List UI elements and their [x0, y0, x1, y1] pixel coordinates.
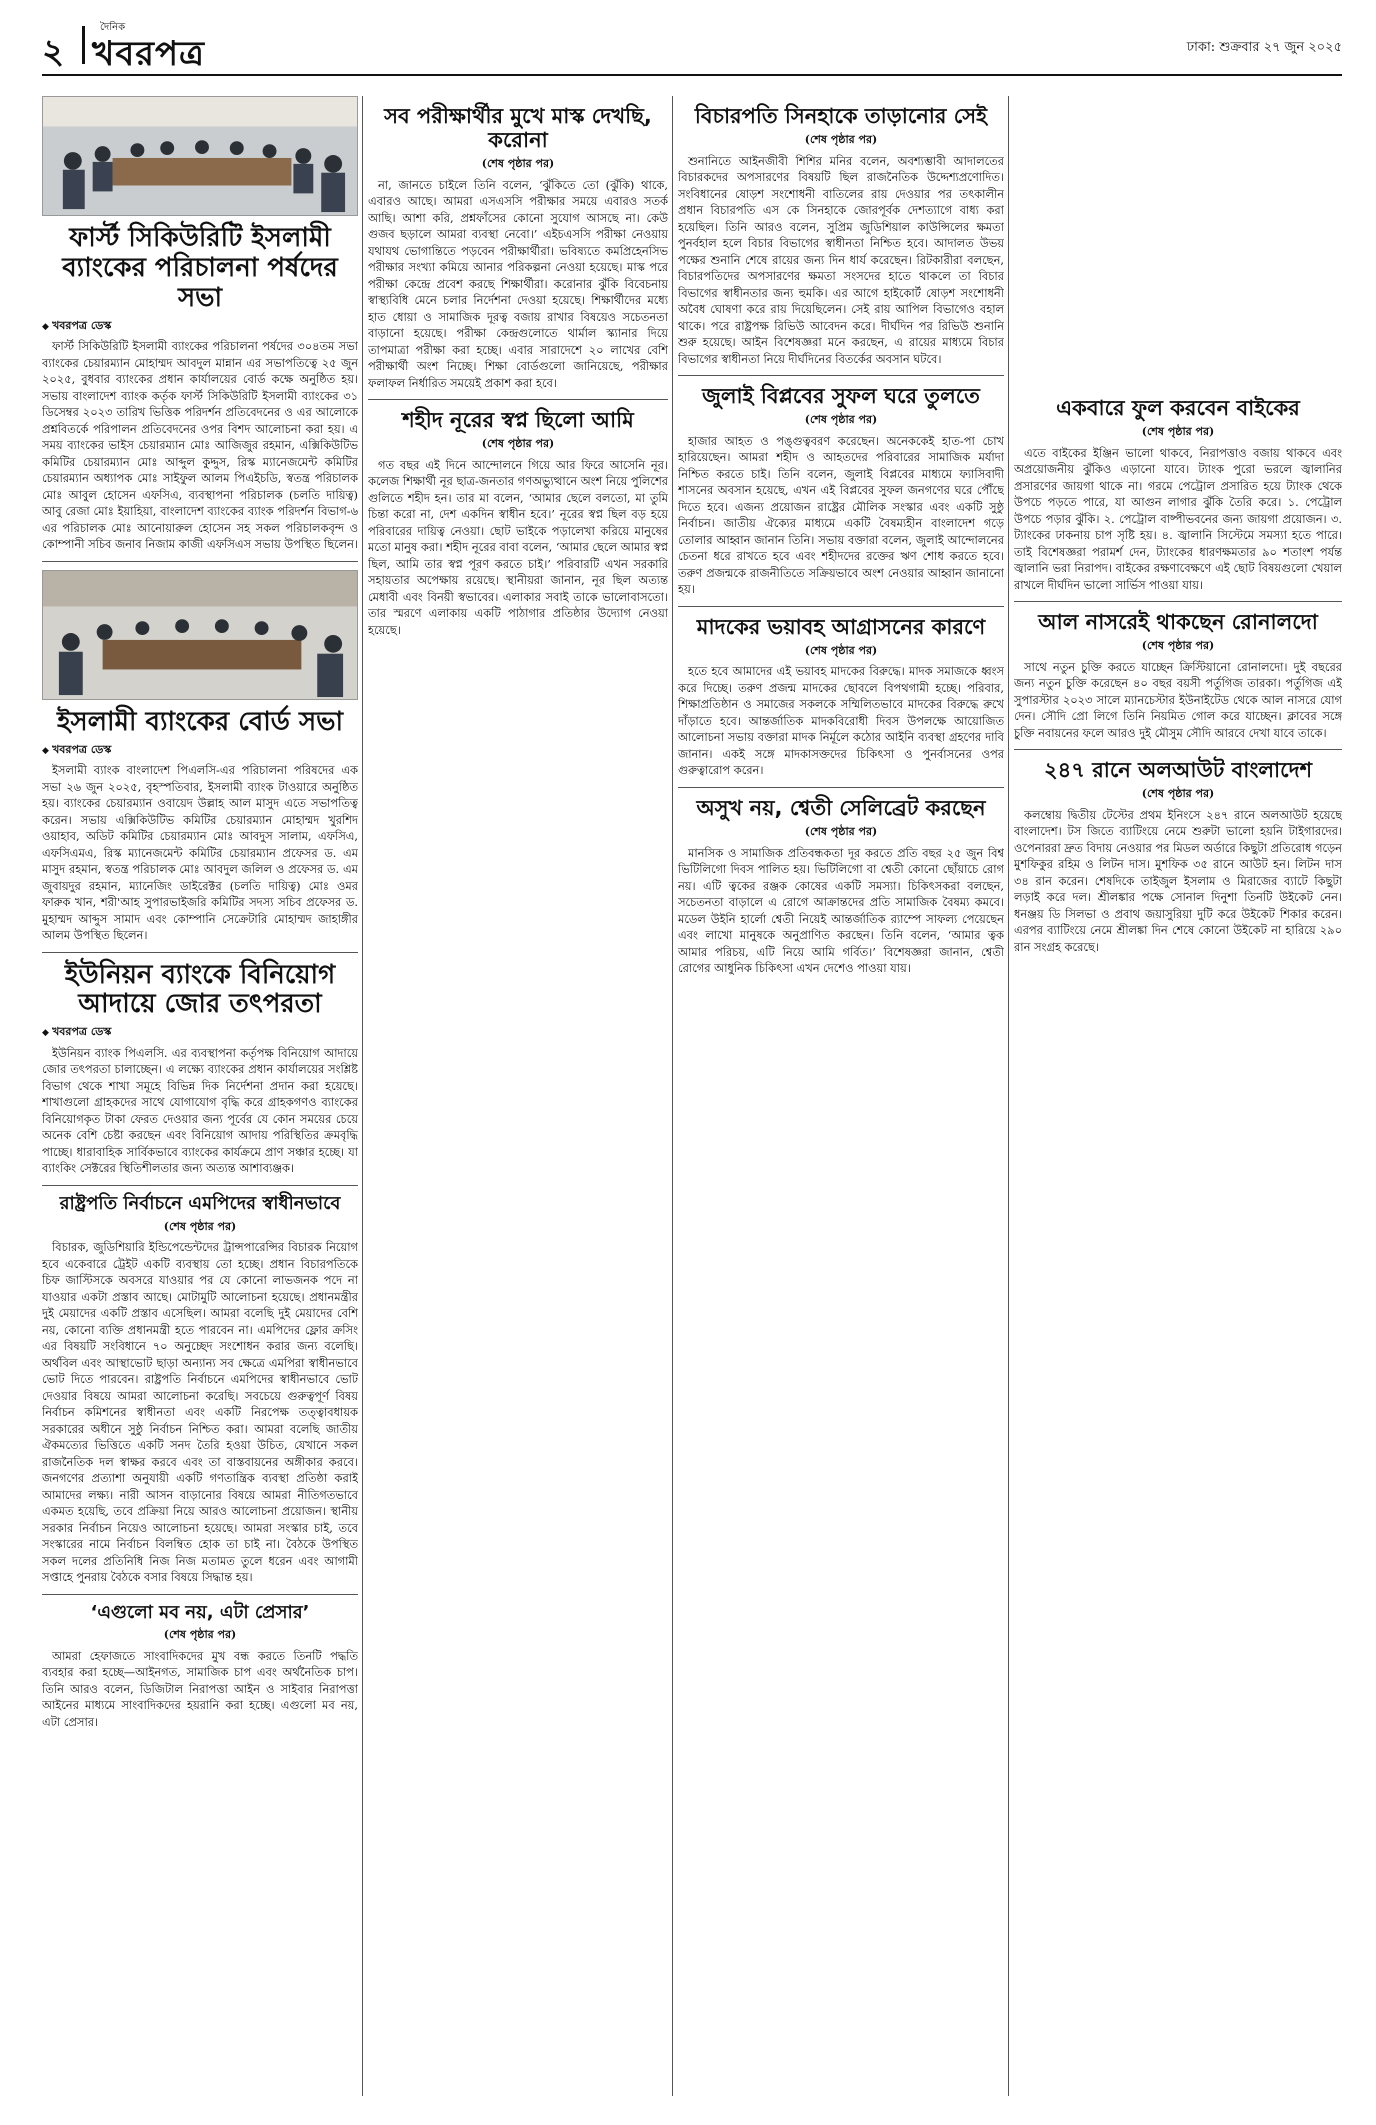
headline-president-election: রাষ্ট্রপতি নির্বাচনে এমপিদের স্বাধীনভাবে [59, 1192, 341, 1214]
headline-union-bank: ইউনিয়ন ব্যাংকে বিনিয়োগ আদায়ে জোর তৎপরতা [64, 959, 336, 1020]
column-3 [678, 96, 1004, 2096]
continued-note: (শেষ পৃষ্ঠার পর) [1141, 639, 1215, 653]
article-divider [1014, 749, 1342, 750]
article-body-drugs: হতে হবে আমাদের এই ভয়াবহ মাদকের বিরুদ্ধে। মাদক সমাজকে ধ্বংস করে দিচ্ছে। তরুণ প্রজন্ম মাদকের ছোবলে বিপথগামী হচ্ছে। পরিবার, শিক্ষাপ্রতিষ্ঠান ও সমাজের সকলকে সম্মিলিতভাবে মাদকের বিরুদ্ধে রুখে দাঁড়াতে হবে। আন্তর্জাতিক মাদকবিরোধী দিবস উপলক্ষে আয়োজিত আলোচনা সভায় বক্তারা মাদক নির্মূলে কঠোর আইনি ব্যবস্থা গ্রহণের দাবি জানান। একই সঙ্গে মাদকাসক্তদের চিকিৎসা ও পুনর্বাসনের ওপর গুরুত্বারোপ করেন। [678, 664, 1004, 778]
article-body-martyr: গত বছর এই দিনে আন্দোলনে গিয়ে আর ফিরে আসেনি নূর। কলেজ শিক্ষার্থী নূর ছাত্র-জনতার গণঅভ্যুত্থানে অংশ নিয়ে পুলিশের গুলিতে শহীদ হন। তার মা বলেন, ‘আমার ছেলে বলতো, মা তুমি চিন্তা করো না, দেশ একদিন স্বাধীন হবে।’ নূরের স্বপ্ন ছিল বড় হয়ে পরিবারের দায়িত্ব নেওয়া। ছোট ভাইকে পড়ালেখা করিয়ে মানুষের মতো মানুষ করা। শহীদ নূরের বাবা বলেন, ‘আমার ছেলে আমার স্বপ্ন ছিল, আমি তার স্বপ্ন পূরণ করতে চাই।’ পরিবারটি এখন সরকারি সহায়তার অপেক্ষায় রয়েছে। স্থানীয়রা জানান, নূর ছিল অত্যন্ত মেধাবী এবং বিনয়ী স্বভাবের। এলাকার সবাই তাকে ভালোবাসতো। তার স্মরণে এলাকায় একটি পাঠাগার প্রতিষ্ঠার উদ্যোগ নেওয়া হয়েছে। [368, 457, 668, 637]
dateline: ঢাকা: শুক্রবার ২৭ জুন ২০২৫ [1186, 40, 1342, 55]
article-divider [678, 606, 1004, 607]
column-rule [1008, 96, 1009, 2096]
board-meeting-photo [42, 96, 358, 216]
article-divider [368, 399, 668, 400]
headline-vitiligo: অসুখ নয়, শ্বেতী সেলিব্রেট করছেন [696, 795, 986, 820]
headline-fsib: ফার্স্ট সিকিউরিটি ইসলামী ব্যাংকের পরিচালনা পর্ষদের সভা [62, 223, 338, 313]
page-number: ২ [42, 32, 65, 72]
continued-note: (শেষ পৃষ্ঠার পর) [481, 437, 555, 451]
article-divider [42, 561, 358, 562]
article-divider [678, 375, 1004, 376]
article-body-pressure: আমরা হেফাজতে সাংবাদিকদের মুখ বন্ধ করতে তিনটি পদ্ধতি ব্যবহার করা হচ্ছে—আইনগত, সামাজিক চাপ এবং অর্থনৈতিক চাপ। তিনি আরও বলেন, ডিজিটাল নিরাপত্তা আইন ও সাইবার নিরাপত্তা আইনের মাধ্যমে সাংবাদিকদের হয়রানি করা হচ্ছে। এগুলো মব নয়, এটা প্রেসার। [42, 1648, 358, 1729]
continued-note: (শেষ পৃষ্ঠার পর) [804, 413, 878, 427]
column-4 [1014, 96, 1342, 2096]
article-body-vitiligo: মানসিক ও সামাজিক প্রতিবন্ধকতা দূর করতে প্রতি বছর ২৫ জুন বিশ্ব ভিটিলিগো দিবস পালিত হয়। ভিটিলিগো বা শ্বেতী কোনো ছোঁয়াচে রোগ নয়। এটি ত্বকের রঞ্জক কোষের একটি সমস্যা। চিকিৎসকরা বলছেন, সচেতনতা বাড়ালে এ রোগে আক্রান্তদের প্রতি সামাজিক বৈষম্য কমবে। মডেল উইনি হার্লো শ্বেতী নিয়েই আন্তর্জাতিক র‍্যাম্পে সাফল্য পেয়েছেন এবং লাখো মানুষকে অনুপ্রাণিত করছেন। তিনি বলেন, ‘আমার ত্বক আমার পরিচয়, এটি নিয়ে আমি গর্বিত।’ বিশেষজ্ঞরা জানান, শ্বেতী রোগের আধুনিক চিকিৎসা এখন দেশেও পাওয়া যায়। [678, 845, 1004, 976]
article-divider [42, 1185, 358, 1186]
article-body-islami-bank: ইসলামী ব্যাংক বাংলাদেশ পিএলসি-এর পরিচালনা পরিষদের এক সভা ২৬ জুন ২০২৫, বৃহস্পতিবার, ইসলামী ব্যাংক টাওয়ারে অনুষ্ঠিত হয়। ব্যাংকের চেয়ারম্যান ওবায়েদ উল্লাহ আল মাসুদ এতে সভাপতিত্ব করেন। সভায় এক্সিকিউটিভ কমিটির চেয়ারম্যান মোহাম্মদ খুরশিদ ওয়াহাব, অডিট কমিটির চেয়ারম্যান মোঃ আবদুস সালাম, এফসিএ, এফসিএমএ, রিস্ক ম্যানেজমেন্ট কমিটির চেয়ারম্যান প্রফেসর ড. এম মাসুদ রহমান, স্বতন্ত্র পরিচালক মোঃ আবদুল জলিল ও প্রফেসর ড. এম জুবায়দুর রহমান, ম্যানেজিং ডাইরেক্টর (চলতি দায়িত্ব) মোঃ ওমর ফারুক খান, শরী'আহ সুপারভাইজরি কমিটির সদস্য সচিব প্রফেসর ড. মুহাম্মদ আব্দুস সামাদ এবং কোম্পানি সেক্রেটারি মোহাম্মদ জাহাঙ্গীর আলম উপস্থিত ছিলেন। [42, 763, 358, 943]
headline-drugs: মাদকের ভয়াবহ আগ্রাসনের কারণে [696, 614, 986, 639]
continued-note: (শেষ পৃষ্ঠার পর) [804, 133, 878, 147]
column-1 [42, 96, 358, 2096]
continued-note: (শেষ পৃষ্ঠার পর) [804, 825, 878, 839]
article-body-union-bank: ইউনিয়ন ব্যাংক পিএলসি. এর ব্যবস্থাপনা কর্তৃপক্ষ বিনিয়োগ আদায়ে জোর তৎপরতা চালাচ্ছেন। এ লক্ষ্যে ব্যাংকের প্রধান কার্যালয়ের সংশ্লিষ্ট বিভাগ থেকে শাখা সমূহে বিভিন্ন দিক নির্দেশনা প্রদান করা হয়েছে। শাখাগুলো গ্রাহকদের সাথে যোগাযোগ বৃদ্ধি করে গ্রাহকগণও ব্যাংকের বিনিয়োগকৃত টাকা ফেরত দেওয়ার জন্য পূর্বের যে কোন সময়ের চেয়ে অনেক বেশি চেষ্টা করছেন এবং বিনিয়োগ আদায় পরিস্থিতির ক্রমবৃদ্ধি পাচ্ছে। ধারাবাহিক সার্বিকভাবে ব্যাংকের কার্যক্রমে প্রাণ সঞ্চার হচ্ছে। যা ব্যাংকিং সেক্টরের স্থিতিশীলতার জন্য অত্যন্ত আশাব্যঞ্জক। [42, 1045, 358, 1176]
article-body-ronaldo: সাথে নতুন চুক্তি করতে যাচ্ছেন ক্রিস্টিয়ানো রোনালদো। দুই বছরের জন্য নতুন চুক্তি করেছেন ৪০ বছর বয়সী পর্তুগিজ তারকা। পর্তুগিজ এই সুপারস্টার ২০২৩ সালে ম্যানচেস্টার ইউনাইটেড থেকে আল নাসরে যোগ দেন। সৌদি প্রো লিগে তিনি নিয়মিত গোল করে যাচ্ছেন। ক্লাবের সঙ্গে চুক্তি নবায়নের ফলে আরও দুই মৌসুম সৌদি আরবে দেখা যাবে তাকে। [1014, 659, 1342, 740]
board-meeting-photo [42, 570, 358, 700]
headline-corona: সব পরীক্ষার্থীর মুখে মাস্ক দেখছি, করোনা [384, 104, 652, 153]
headline-judge: বিচারপতি সিনহাকে তাড়ানোর সেই [694, 104, 988, 128]
headline-bike: একবারে ফুল করবেন বাইকের [1056, 396, 1300, 420]
article-body-july: হাজার আহত ও পঙ্গুত্ববরণ করেছেন। অনেককেই হাত-পা চোখ হারিয়েছেন। আমরা শহীদ ও আহতদের পরিবারের সামাজিক মর্যাদা নিশ্চিত করতে চাই। তিনি বলেন, জুলাই বিপ্লবের মাধ্যমে ফ্যাসিবাদী শাসনের অবসান হয়েছে, এখন এই বিপ্লবের সুফল জনগণের ঘরে পৌঁছে দিতে হবে। এজন্য প্রয়োজন রাষ্ট্রের মৌলিক সংস্কার এবং একটি সুষ্ঠু নির্বাচন। জাতীয় ঐক্যের মাধ্যমে একটি বৈষম্যহীন বাংলাদেশ গড়ে তোলার আহ্বান জানান তিনি। সভায় বক্তারা বলেন, জুলাই আন্দোলনের চেতনা ধরে রাখতে হবে এবং শহীদদের রক্তের ঋণ শোধ করতে হবে। তরুণ প্রজন্মকে রাজনীতিতে সক্রিয়ভাবে অংশ নেওয়ার আহ্বান জানানো হয়। [678, 433, 1004, 597]
article-body-corona: না, জানতে চাইলে তিনি বলেন, ‘ঝুঁকিতে তো (ঝুঁকি) থাকে, এবারও আছে। আমরা এসএসসি পরীক্ষার সময়ে এবারও সতর্ক আছি। আশা করি, প্রশ্নফাঁসের কোনো সুযোগ আসছে না। কেউ গুজব ছড়ালে আমরা ব্যবস্থা নেবো।’ এইচএসসি পরীক্ষা নেওয়ায় যথাযথ ভোগান্তিতে পড়বেন পরীক্ষার্থীরা। ভবিষ্যতে কমপ্রিহেনসিভ পরীক্ষার সংখ্যা কমিয়ে আনার পরিকল্পনা নেওয়া হয়েছে। মাস্ক পরে পরীক্ষা কেন্দ্রে প্রবেশ করছে শিক্ষার্থীরা। করোনার ঝুঁকি বিবেচনায় স্বাস্থ্যবিধি মেনে চলার নির্দেশনা দেওয়া হয়েছে। শিক্ষার্থীদের মধ্যে হাত ধোয়া ও সামাজিক দূরত্ব বজায় রাখার বিষয়েও সচেতনতা বাড়ানো হয়েছে। পরীক্ষা কেন্দ্রগুলোতে থার্মাল স্ক্যানার দিয়ে তাপমাত্রা পরীক্ষা করা হচ্ছে। এবার সারাদেশে ২০ লাখের বেশি পরীক্ষার্থী অংশ নিচ্ছে। শিক্ষা বোর্ডগুলো জানিয়েছে, পরীক্ষার ফলাফল নির্ধারিত সময়েই প্রকাশ করা হবে। [368, 177, 668, 390]
masthead [42, 18, 1342, 76]
column-rule [672, 96, 673, 2096]
column-rule [362, 96, 363, 2096]
continued-note: (শেষ পৃষ্ঠার পর) [481, 157, 555, 171]
continued-note: (শেষ পৃষ্ঠার পর) [163, 1219, 237, 1233]
byline-islami-bank: ◆ খবরপত্র ডেস্ক [42, 742, 358, 760]
headline-pressure: ‘এগুলো মব নয়, এটা প্রেসার’ [90, 1601, 310, 1623]
paper-tag: দৈনিক [100, 22, 126, 33]
headline-cricket: ২৪৭ রানে অলআউট বাংলাদেশ [1043, 758, 1313, 783]
article-divider [42, 1594, 358, 1595]
byline-union-bank: ◆ খবরপত্র ডেস্ক [42, 1024, 358, 1042]
continued-note: (শেষ পৃষ্ঠার পর) [804, 643, 878, 657]
headline-islami-bank: ইসলামী ব্যাংকের বোর্ড সভা [56, 706, 344, 737]
headline-ronaldo: আল নাসরেই থাকছেন রোনালদো [1038, 610, 1318, 635]
article-divider [678, 787, 1004, 788]
masthead-divider [82, 26, 85, 64]
article-body-judge: শুনানিতে আইনজীবী শিশির মনির বলেন, অবশ্যম্ভাবী আদালতের বিচারকদের অপসারণের বিষয়টি ছিল রাজনৈতিক উদ্দেশ্যপ্রণোদিত। সংবিধানের ষোড়শ সংশোধনী বাতিলের রায় দেওয়ার পর তৎকালীন প্রধান বিচারপতি এস কে সিনহাকে জোরপূর্বক দেশত্যাগে বাধ্য করা হয়েছিল। তিনি আরও বলেন, সুপ্রিম জুডিশিয়াল কাউন্সিলের ক্ষমতা পুনর্বহাল হলে বিচার বিভাগের স্বাধীনতা নিশ্চিত হবে। আদালত উভয় পক্ষের শুনানি শেষে রায়ের জন্য দিন ধার্য করেছেন। রিটকারীরা বলছেন, বিচারপতিদের অপসারণের ক্ষমতা সংসদের হাতে থাকলে তা বিচার বিভাগের স্বাধীনতার জন্য হুমকি। এর আগে হাইকোর্ট ষোড়শ সংশোধনী অবৈধ ঘোষণা করে রায় দিয়েছিলেন। সেই রায় আপিল বিভাগেও বহাল থাকে। পরে রাষ্ট্রপক্ষ রিভিউ আবেদন করে। দীর্ঘদিন পর রিভিউ শুনানি শুরু হয়েছে। আইন বিশেষজ্ঞরা মনে করছেন, এ রায়ের মাধ্যমে বিচার বিভাগের স্বাধীনতা নিয়ে দীর্ঘদিনের বিতর্কের অবসান ঘটবে। [678, 153, 1004, 366]
article-body-bike: এতে বাইকের ইঞ্জিন ভালো থাকবে, নিরাপত্তাও বজায় থাকবে এবং অপ্রয়োজনীয় ঝুঁকিও এড়ানো যাবে। ট্যাংক পুরো ভরলে জ্বালানির প্রসারণের জায়গা থাকে না। গরমে পেট্রোল প্রসারিত হয়ে ট্যাংক থেকে উপচে পড়তে পারে, যা আগুন লাগার ঝুঁকি তৈরি করে। ১. পেট্রোল উপচে পড়ার ঝুঁকি। ২. পেট্রোল বাষ্পীভবনের জন্য জায়গা প্রয়োজন। ৩. ট্যাংকের ঢাকনায় চাপ সৃষ্টি হয়। ৪. জ্বালানি সিস্টেমে সমস্যা হতে পারে। তাই বিশেষজ্ঞরা পরামর্শ দেন, ট্যাংকের ধারণক্ষমতার ৯০ শতাংশ পর্যন্ত জ্বালানি ভরা নিরাপদ। বাইকের রক্ষণাবেক্ষণে এই ছোট বিষয়গুলো খেয়াল রাখলে দীর্ঘদিন ভালো সার্ভিস পাওয়া যায়। [1014, 445, 1342, 592]
column-2 [368, 96, 668, 2096]
continued-note: (শেষ পৃষ্ঠার পর) [1141, 787, 1215, 801]
article-body-fsib: ফার্স্ট সিকিউরিটি ইসলামী ব্যাংকের পরিচালনা পর্ষদের ৩০৪তম সভা ব্যাংকের চেয়ারম্যান মোহাম্মদ আবদুল মান্নান এর সভাপতিত্বে ২৫ জুন ২০২৫, বুধবার ব্যাংকের প্রধান কার্যালয়ের বোর্ড কক্ষে অনুষ্ঠিত হয়। সভায় বাংলাদেশ ব্যাংক কর্তৃক ফার্স্ট সিকিউরিটি ইসলামী ব্যাংকের ৩১ ডিসেম্বর ২০২৩ তারিখ ভিত্তিক পরিদর্শন প্রতিবেদনের ও এর আলোকে প্রশ্নবিতর্কে পরিপালন প্রতিবেদনের ওপর বিশদ আলোচনা করা হয়। এ সময় ব্যাংকের ভাইস চেয়ারম্যান মোঃ আজিজুর রহমান, এক্সিকিউটিভ কমিটির চেয়ারম্যান মোঃ আব্দুল কুদ্দুস, রিস্ক ম্যানেজমেন্ট কমিটির চেয়ারম্যান অধ্যাপক মোঃ সাইফুল আলম পিএইচডি, স্বতন্ত্র পরিচালক মোঃ আবুল হোসেন এফসিএ, ব্যবস্থাপনা পরিচালক (চলতি দায়িত্ব) আবু রেজা মোঃ ইয়াহিয়া, বাংলাদেশ ব্যাংকের ব্যাংক পরিদর্শন বিভাগ-৬ এর পরিচালক মোঃ আনোয়ারুল হোসেন সহ সকল পরিচালকবৃন্দ ও কোম্পানী সচিব জনাব নিজাম কাজী এফসিএস সভায় উপস্থিত ছিলেন। [42, 339, 358, 552]
newspaper-logo: খবরপত্র [92, 34, 206, 74]
article-body-president-election: বিচারক, জুডিশিয়ারি ইন্ডিপেন্ডেন্টদের ট্রান্সপারেন্সির বিচারক নিয়োগ হবে একেবারে ট্রেইট একটি ব্যবস্থায় তো হচ্ছে। প্রধান বিচারপতিকে চিফ জাস্টিসকে অবসরে যাওয়ার পর যে কোনো লাভজনক পদে না যাওয়ার একটা প্রস্তাব আছে। মোটামুটি আলোচনা হয়েছে। প্রধানমন্ত্রীর দুই মেয়াদের একটি প্রস্তাব এসেছিল। আমরা বলেছি দুই মেয়াদের বেশি নয়, কোনো ব্যক্তি প্রধানমন্ত্রী হতে পারবেন না। এমপিদের ফ্লোর ক্রসিং এর বিষয়টি সংবিধানে ৭০ অনুচ্ছেদ সংশোধন করার জন্য বলেছি। অর্থবিল এবং আস্থাভোট ছাড়া অন্যান্য সব ক্ষেত্রে এমপিরা স্বাধীনভাবে ভোট দিতে পারবেন। রাষ্ট্রপতি নির্বাচনে এমপিদের স্বাধীনভাবে ভোট দেওয়ার বিষয়ে আমরা আলোচনা করেছি। সবচেয়ে গুরুত্বপূর্ণ বিষয় নির্বাচন কমিশনের স্বাধীনতা এবং একটি নিরপেক্ষ তত্ত্বাবধায়ক সরকারের অধীনে সুষ্ঠু নির্বাচন নিশ্চিত করা। আমরা বলেছি জাতীয় ঐকমত্যের ভিত্তিতে একটি সনদ তৈরি হওয়া উচিত, যেখানে সকল রাজনৈতিক দল স্বাক্ষর করবে এবং তা বাস্তবায়নের অঙ্গীকার করবে। জনগণের প্রত্যাশা অনুযায়ী একটি গণতান্ত্রিক ব্যবস্থা প্রতিষ্ঠা করাই আমাদের লক্ষ্য। নারী আসন বাড়ানোর বিষয়ে আমরা নীতিগতভাবে একমত হয়েছি, তবে প্রক্রিয়া নিয়ে আরও আলোচনা প্রয়োজন। স্থানীয় সরকার নির্বাচন নিয়েও আলোচনা হয়েছে। আমরা সংস্কার চাই, তবে সংস্কারের নামে নির্বাচন বিলম্বিত হোক তা চাই না। বৈঠকে উপস্থিত সকল দলের প্রতিনিধি নিজ নিজ মতামত তুলে ধরেন এবং আগামী সপ্তাহে পুনরায় বৈঠকে বসার বিষয়ে সিদ্ধান্ত হয়। [42, 1240, 358, 1585]
article-body-cricket: কলম্বোয় দ্বিতীয় টেস্টের প্রথম ইনিংসে ২৪৭ রানে অলআউট হয়েছে বাংলাদেশ। টস জিতে ব্যাটিংয়ে নেমে শুরুটা ভালো হয়নি টাইগারদের। ওপেনাররা দ্রুত বিদায় নেওয়ার পর মিডল অর্ডারে কিছুটা প্রতিরোধ গড়েন মুশফিকুর রহিম ও লিটন দাস। মুশফিক ৩৫ রানে আউট হন। লিটন দাস ৩৪ রান করেন। শেষদিকে তাইজুল ইসলাম ও মিরাজের ব্যাটে কিছুটা লড়াই করে দল। শ্রীলঙ্কার পক্ষে সোনাল দিনুশা তিনটি উইকেট নেন। ধনঞ্জয় ডি সিলভা ও প্রবাথ জয়াসুরিয়া দুটি করে উইকেট শিকার করেন। এরপর ব্যাটিংয়ে নেমে শ্রীলঙ্কা দিন শেষে কোনো উইকেট না হারিয়ে ২৯০ রান সংগ্রহ করেছে। [1014, 807, 1342, 954]
continued-note: (শেষ পৃষ্ঠার পর) [163, 1628, 237, 1642]
article-divider [42, 952, 358, 953]
byline-fsib: ◆ খবরপত্র ডেস্ক [42, 318, 358, 336]
article-divider [1014, 601, 1342, 602]
headline-martyr: শহীদ নূরের স্বপ্ন ছিলো আমি [402, 408, 634, 433]
continued-note: (শেষ পৃষ্ঠার পর) [1141, 425, 1215, 439]
headline-july: জুলাই বিপ্লবের সুফল ঘরে তুলতে [702, 384, 980, 409]
masthead-rule [42, 74, 1342, 76]
